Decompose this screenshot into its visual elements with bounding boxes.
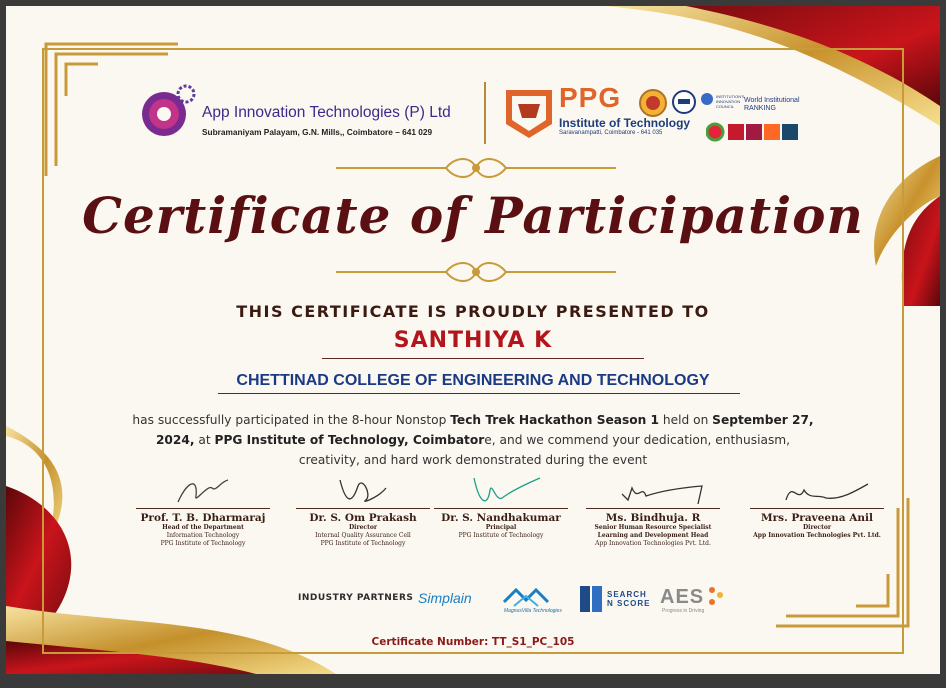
signatory-role: Learning and Development Head: [597, 532, 709, 539]
signatory-name: Dr. S. Om Prakash: [309, 512, 417, 524]
bottom-flourish-ornament: [336, 260, 616, 284]
partner-magnusvilla-name: MagnusVilla Technologies: [504, 608, 562, 614]
signature-4-image: [618, 474, 708, 508]
signatory-3: [426, 508, 576, 540]
signature-line: [136, 508, 270, 509]
body-text-part: e, and we commend your dedication, enthusiasm, creativity, and hard work demonstrated during the event: [298, 433, 791, 467]
recipient-underline: [322, 358, 644, 359]
partner-aes-tagline: Progress in Driving: [662, 608, 705, 614]
body-text-part: has successfully participated in the 8-hour Nonstop: [132, 413, 451, 427]
signatory-5: [742, 508, 892, 540]
ppg-address: Saravanampatti, Coimbatore - 641 035: [559, 130, 663, 136]
signatory-name: Prof. T. B. Dharmaraj: [140, 512, 266, 524]
recipient-name: SANTHIYA K: [393, 328, 553, 353]
partner-simplain-logo: Simplain: [418, 590, 472, 606]
ppg-emblem-logo: [502, 84, 556, 140]
certificate: [6, 6, 940, 674]
signatory-role: PPG Institute of Technology: [458, 532, 544, 539]
sdg-goal-icons: [706, 122, 806, 142]
logo-divider: [484, 82, 486, 144]
partner-aes-logo: AES: [660, 586, 705, 608]
signature-line: [296, 508, 430, 509]
signature-line: [750, 508, 884, 509]
signature-5-image: [782, 474, 872, 508]
signatory-name: Dr. S. Nandhakumar: [441, 512, 561, 524]
signatory-role: App Innovation Technologies Pvt. Ltd.: [753, 532, 881, 539]
signature-1-image: [168, 474, 238, 508]
signatory-name: Ms. Bindhuja. R: [605, 512, 701, 524]
ppg-short-name: PPG: [559, 82, 622, 113]
signature-line: [434, 508, 568, 509]
tuv-badge-icon: [672, 90, 696, 116]
org1-name: App Innovation Technologies (P) Ltd: [202, 104, 451, 121]
partner-searchnscore-line1: SEARCH: [607, 590, 647, 599]
signatory-role: Senior Human Resource Specialist: [594, 524, 712, 531]
partner-searchnscore-logo-icon: [578, 584, 604, 614]
naac-badge-icon: [638, 88, 668, 118]
certificate-number: Certificate Number: TT_S1_PC_105: [371, 636, 575, 648]
certificate-body-text: [124, 410, 822, 470]
certificate-title: Certificate of Participation: [82, 186, 864, 245]
app-innovation-logo: [138, 82, 198, 142]
event-date: September 27, 2024,: [155, 413, 814, 447]
signatory-role: PPG Institute of Technology: [160, 540, 246, 547]
signatory-role: PPG Institute of Technology: [320, 540, 406, 547]
industry-partners-label: INDUSTRY PARTNERS: [298, 593, 414, 603]
partner-aes-dots-icon: [706, 584, 726, 610]
signatory-role: Director: [348, 524, 378, 531]
signatory-4: [578, 508, 728, 548]
org1-address: Subramaniyam Palayam, G.N. Mills,, Coimbatore – 641 029: [202, 127, 433, 137]
innovation-council-label: INSTITUTION'S INNOVATION COUNCIL: [716, 94, 745, 109]
body-text-part: at: [194, 433, 215, 447]
world-ranking-label: World Institutional RANKING: [744, 97, 800, 112]
innovation-council-icon: [700, 92, 714, 106]
signatory-role: App Innovation Technologies Pvt. Ltd.: [595, 540, 711, 547]
signatory-2: [288, 508, 438, 548]
ppg-institute-name: Institute of Technology: [559, 116, 691, 130]
signatory-name: Mrs. Praveena Anil: [761, 512, 873, 524]
event-venue: PPG Institute of Technology, Coimbator: [214, 433, 485, 447]
signatory-1: [128, 508, 278, 548]
body-text-part: held on: [659, 413, 713, 427]
signature-2-image: [328, 474, 398, 508]
signatory-role: Director: [802, 524, 832, 531]
top-flourish-ornament: [336, 156, 616, 180]
partner-magnusvilla-logo-icon: [502, 584, 562, 608]
presented-to-heading: THIS CERTIFICATE IS PROUDLY PRESENTED TO: [236, 302, 710, 321]
signature-line: [586, 508, 720, 509]
signatory-role: Information Technology: [166, 532, 240, 539]
event-name: Tech Trek Hackathon Season 1: [450, 413, 660, 427]
signature-3-image: [466, 474, 546, 508]
signatory-role: Head of the Department: [162, 524, 244, 531]
college-underline: [218, 393, 740, 394]
partner-searchnscore-line2: N SCORE: [607, 599, 651, 608]
signatory-role: Internal Quality Assurance Cell: [315, 532, 411, 539]
signatory-role: Principal: [485, 524, 517, 531]
recipient-college: CHETTINAD COLLEGE OF ENGINEERING AND TECHNOLOGY: [236, 372, 710, 389]
